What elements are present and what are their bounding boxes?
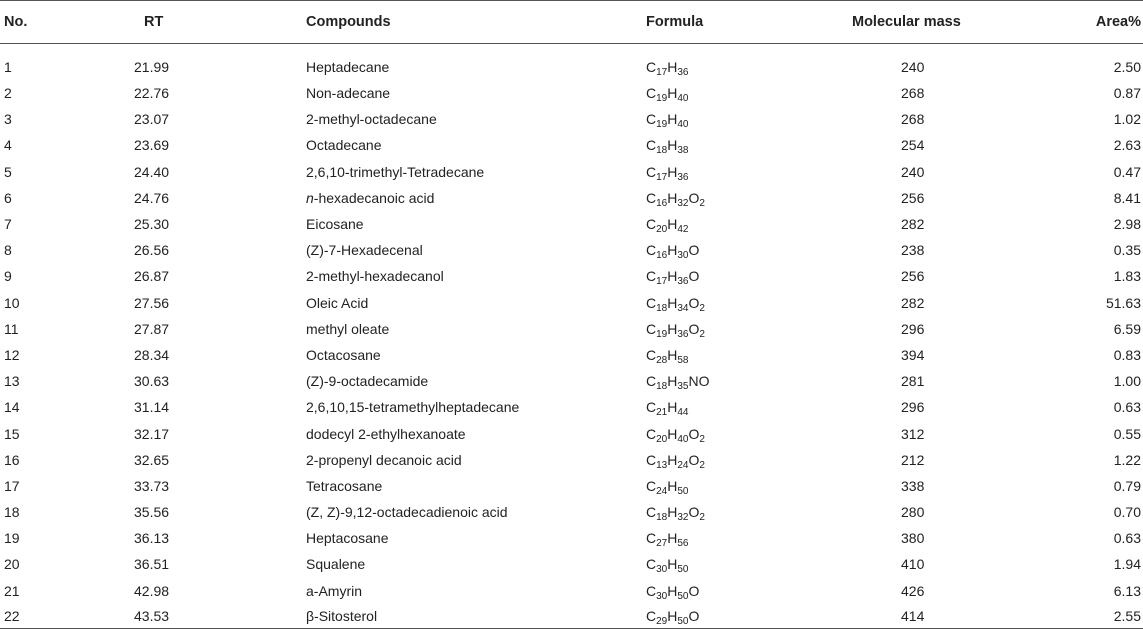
formula-element: C [646,137,657,154]
cell-rt: 31.14 [134,399,170,416]
cell-area-percent: 2.55 [1046,604,1143,629]
formula-subscript: 18 [656,381,668,393]
formula-subscript: 2 [699,512,705,524]
cell-formula [646,185,796,211]
formula-subscript: 50 [677,615,689,627]
cell-compound [306,525,646,551]
formula-element: O [688,294,700,311]
header-molecular-mass: Molecular mass [796,1,1046,44]
formula-subscript: 20 [656,224,668,236]
cell-molecular-mass: 254 [901,137,925,154]
compound-name: (Z)-7-Hexadecenal [306,242,423,259]
formula-subscript: 2 [699,459,705,471]
cell-compound [306,342,646,368]
cell-area-percent: 2.98 [1113,216,1141,233]
cell-molecular-mass: 282 [901,294,925,311]
formula-subscript: 27 [656,538,668,550]
cell-no: 8 [4,242,12,259]
cell-no: 7 [4,216,12,233]
cell-area-percent: 0.55 [1113,425,1141,442]
compound-name: (Z, Z)-9,12-octadecadienoic acid [306,504,508,521]
cell-compound [306,106,646,132]
cell-compound [306,578,646,604]
cell-area-percent: 51.63 [1105,294,1141,311]
formula-element: H [667,59,678,75]
compound-name: Heptadecane [306,59,390,75]
cell-area-percent: 0.63 [1113,399,1141,416]
cell-no: 4 [4,137,12,154]
formula-element: C [646,294,657,311]
cell-molecular-mass: 240 [901,163,925,180]
cell-rt: 33.73 [134,477,170,494]
formula-subscript: 40 [677,433,689,445]
header-compounds: Compounds [306,1,646,44]
formula-element: H [667,582,678,599]
compound-name: dodecyl 2-ethylhexanoate [306,425,466,442]
cell-rt: 21.99 [134,59,170,75]
formula-subscript: 30 [677,250,689,262]
compound-name: 2-methyl-hexadecanol [306,268,444,285]
table-row [0,525,1143,551]
table-row [0,420,1143,446]
cell-molecular-mass: 312 [901,425,925,442]
formula-element: H [667,373,678,390]
cell-formula [646,447,796,473]
cell-no: 18 [4,504,20,521]
formula-subscript: 28 [656,354,668,366]
cell-formula [646,420,796,446]
table-row [0,316,1143,342]
cell-molecular-mass: 296 [901,320,925,337]
cell-area-percent: 0.35 [1113,242,1141,259]
formula-subscript: 30 [656,564,668,576]
compound-name: a-Amyrin [306,582,363,599]
table-row [0,499,1143,525]
table-row [0,237,1143,263]
formula-subscript: 50 [677,564,689,576]
formula-element: H [667,425,678,442]
formula-element: H [667,504,678,521]
formula-element: C [646,111,657,128]
formula-subscript: 24 [677,459,689,471]
table-row [0,447,1143,473]
formula-subscript: 44 [677,407,689,419]
formula-element: H [667,189,678,206]
cell-compound [306,185,646,211]
header-no: No. [0,1,120,44]
formula-element: C [646,242,657,259]
cell-rt: 32.17 [134,425,170,442]
cell-molecular-mass: 280 [901,504,925,521]
formula-element: C [646,556,657,573]
formula-element: O [688,425,700,442]
table-row [0,578,1143,604]
formula-element: O [688,504,700,521]
formula-subscript: 2 [699,302,705,314]
compound-name: Non-adecane [306,85,391,102]
table-header [0,1,1143,44]
formula-element: H [667,137,678,154]
cell-no: 3 [4,111,12,128]
header-formula: Formula [646,1,796,44]
cell-no: 21 [4,582,20,599]
cell-compound [306,420,646,446]
cell-molecular-mass: 268 [901,85,925,102]
cell-no: 20 [4,556,20,573]
cell-rt: 35.56 [134,504,170,521]
formula-subscript: 18 [656,512,668,524]
formula-subscript: 32 [677,512,689,524]
cell-compound [306,159,646,185]
formula-subscript: 30 [656,590,668,602]
cell-area-percent: 0.87 [1113,85,1141,102]
cell-no: 10 [4,294,20,311]
formula-subscript: 13 [656,459,668,471]
cell-rt: 27.87 [134,320,170,337]
cell-no: 9 [4,268,12,285]
formula-subscript: 17 [656,276,668,288]
formula-element: C [646,85,657,102]
cell-area-percent: 1.02 [1113,111,1141,128]
formula-element: C [646,399,657,416]
formula-element: C [646,477,657,494]
formula-subscript: 2 [699,433,705,445]
formula-element: C [646,582,657,599]
cell-formula [646,44,796,81]
formula-element: C [646,373,657,390]
cell-molecular-mass: 426 [901,582,925,599]
cell-rt: 43.53 [120,604,306,629]
compound-name: Tetracosane [306,477,383,494]
table-row [0,263,1143,289]
table-row [0,604,1143,629]
cell-formula [646,290,796,316]
cell-no: 12 [4,346,20,363]
formula-element: H [667,556,678,573]
cell-no: 2 [4,85,12,102]
cell-compound [306,263,646,289]
formula-element: H [667,216,678,233]
formula-subscript: 29 [656,615,668,627]
formula-element: O [688,607,700,624]
cell-no: 19 [4,530,20,547]
cell-compound [306,44,646,81]
cell-area-percent: 2.63 [1113,137,1141,154]
table-row [0,342,1143,368]
table-row [0,473,1143,499]
cell-area-percent: 6.13 [1113,582,1141,599]
cell-formula [646,132,796,158]
cell-rt: 32.65 [134,451,170,468]
formula-element: H [667,346,678,363]
cell-no: 1 [4,59,12,75]
compound-name: Heptacosane [306,530,389,547]
cell-compound [306,316,646,342]
formula-subscript: 36 [677,328,689,340]
formula-subscript: 42 [677,224,689,236]
cell-no: 6 [4,189,12,206]
cell-compound [306,132,646,158]
formula-subscript: 21 [656,407,668,419]
cell-area-percent: 0.63 [1113,530,1141,547]
formula-element: C [646,425,657,442]
header-row [0,1,1143,44]
formula-element: O [688,451,700,468]
cell-formula [646,525,796,551]
cell-no: 17 [4,477,20,494]
cell-area-percent: 8.41 [1113,189,1141,206]
compound-name: 2-methyl-octadecane [306,111,437,128]
formula-subscript: 20 [656,433,668,445]
formula-element: H [667,85,678,102]
cell-formula [646,159,796,185]
table-row [0,106,1143,132]
formula-element: C [646,216,657,233]
cell-compound [306,394,646,420]
formula-subscript: 19 [656,119,668,131]
cell-formula [646,578,796,604]
cell-compound [306,447,646,473]
compound-name: Octadecane [306,137,382,154]
formula-element: C [646,189,657,206]
cell-no: 15 [4,425,20,442]
table-body [0,44,1143,629]
cell-formula [646,473,796,499]
compound-name: Octacosane [306,346,381,363]
formula-subscript: 50 [677,485,689,497]
formula-element: NO [688,373,710,390]
cell-formula [646,394,796,420]
table-row [0,44,1143,81]
table-row [0,290,1143,316]
formula-element: H [667,399,678,416]
cell-molecular-mass: 268 [901,111,925,128]
cell-no: 11 [4,320,19,337]
cell-formula [646,368,796,394]
cell-no: 14 [4,399,20,416]
compound-name: 2,6,10,15-tetramethylheptadecane [306,399,520,416]
cell-formula [646,342,796,368]
formula-element: O [688,320,700,337]
formula-subscript: 36 [677,276,689,288]
cell-rt: 36.51 [134,556,170,573]
formula-subscript: 24 [656,485,668,497]
cell-compound [306,499,646,525]
formula-element: O [688,268,700,285]
cell-rt: 26.56 [134,242,170,259]
cell-molecular-mass: 414 [796,604,1046,629]
formula-element: C [646,530,657,547]
cell-molecular-mass: 296 [901,399,925,416]
cell-compound [306,473,646,499]
formula-subscript: 40 [677,93,689,105]
cell-molecular-mass: 338 [901,477,925,494]
cell-formula [646,106,796,132]
cell-no: 13 [4,373,20,390]
compound-name: Oleic Acid [306,294,369,311]
cell-formula [646,604,796,629]
compound-name: β-Sitosterol [306,607,378,624]
cell-rt: 25.30 [134,216,170,233]
cell-compound [306,237,646,263]
formula-subscript: 18 [656,302,668,314]
table-row [0,159,1143,185]
cell-rt: 22.76 [134,85,170,102]
formula-element: O [688,242,700,259]
cell-formula [646,211,796,237]
cell-molecular-mass: 240 [901,59,925,75]
formula-element: H [667,294,678,311]
table-row [0,394,1143,420]
cell-rt: 36.13 [134,530,170,547]
table-row [0,211,1143,237]
formula-element: C [646,59,657,75]
formula-subscript: 36 [677,67,689,78]
table-row [0,132,1143,158]
formula-element: H [667,320,678,337]
formula-subscript: 19 [656,93,668,105]
formula-subscript: 2 [699,197,705,209]
cell-molecular-mass: 256 [901,268,925,285]
cell-area-percent: 0.83 [1113,346,1141,363]
table-row [0,80,1143,106]
compound-name: 2-propenyl decanoic acid [306,451,462,468]
cell-compound [306,368,646,394]
cell-molecular-mass: 238 [901,242,925,259]
cell-molecular-mass: 281 [901,373,925,390]
compound-name: 2,6,10-trimethyl-Tetradecane [306,163,485,180]
formula-subscript: 32 [677,197,689,209]
cell-formula [646,551,796,577]
formula-element: H [667,530,678,547]
formula-subscript: 34 [677,302,689,314]
cell-formula [646,499,796,525]
cell-rt: 23.69 [134,137,170,154]
cell-compound [306,551,646,577]
table-row [0,368,1143,394]
formula-element: H [667,268,678,285]
cell-formula [646,263,796,289]
formula-element: C [646,504,657,521]
cell-molecular-mass: 410 [901,556,925,573]
cell-area-percent: 0.47 [1113,163,1141,180]
formula-element: H [667,451,678,468]
cell-molecular-mass: 256 [901,189,925,206]
cell-rt: 23.07 [134,111,170,128]
cell-area-percent: 2.50 [1113,59,1141,75]
formula-element: C [646,607,657,624]
formula-element: H [667,607,678,624]
formula-element: H [667,477,678,494]
cell-no: 22 [0,604,120,629]
compound-name: (Z)-9-octadecamide [306,373,429,390]
compound-italic-prefix: n [306,189,314,206]
formula-element: C [646,320,657,337]
table-row [0,551,1143,577]
cell-rt: 24.76 [134,189,170,206]
formula-element: C [646,268,657,285]
compound-name: -hexadecanoic acid [313,189,435,206]
cell-rt: 42.98 [134,582,170,599]
cell-rt: 30.63 [134,373,170,390]
formula-subscript: 56 [677,538,689,550]
cell-molecular-mass: 394 [901,346,925,363]
cell-compound [306,290,646,316]
cell-area-percent: 1.00 [1113,373,1141,390]
cell-no: 16 [4,451,20,468]
cell-formula [646,80,796,106]
formula-subscript: 19 [656,328,668,340]
formula-subscript: 35 [677,381,689,393]
formula-element: C [646,346,657,363]
cell-area-percent: 1.94 [1113,556,1141,573]
formula-subscript: 50 [677,590,689,602]
cell-compound [306,604,646,629]
cell-area-percent: 1.22 [1113,451,1141,468]
formula-element: C [646,163,657,180]
formula-element: O [688,189,700,206]
cell-formula [646,237,796,263]
formula-subscript: 18 [656,145,668,157]
cell-rt: 26.87 [134,268,170,285]
cell-compound [306,211,646,237]
compound-name: methyl oleate [306,320,390,337]
formula-element: H [667,242,678,259]
formula-subscript: 16 [656,250,668,262]
header-rt: RT [120,1,306,44]
cell-no: 5 [4,163,12,180]
cell-area-percent: 1.83 [1113,268,1141,285]
formula-element: C [646,451,657,468]
cell-area-percent: 0.70 [1113,504,1141,521]
compound-name: Eicosane [306,216,364,233]
cell-molecular-mass: 212 [901,451,925,468]
formula-subscript: 38 [677,145,689,157]
formula-subscript: 40 [677,119,689,131]
cell-area-percent: 0.79 [1113,477,1141,494]
cell-formula [646,316,796,342]
formula-element: O [688,582,700,599]
cell-rt: 28.34 [134,346,170,363]
table-row [0,185,1143,211]
formula-element: H [667,111,678,128]
header-area-percent: Area% [1046,1,1143,44]
cell-molecular-mass: 380 [901,530,925,547]
formula-element: H [667,163,678,180]
formula-subscript: 58 [677,354,689,366]
cell-molecular-mass: 282 [901,216,925,233]
cell-rt: 24.40 [134,163,170,180]
formula-subscript: 16 [656,197,668,209]
formula-subscript: 36 [677,171,689,183]
formula-subscript: 2 [699,328,705,340]
compound-name: Squalene [306,556,366,573]
cell-rt: 27.56 [134,294,170,311]
formula-subscript: 17 [656,67,668,78]
cell-area-percent: 6.59 [1113,320,1141,337]
formula-subscript: 17 [656,171,668,183]
cell-compound [306,80,646,106]
